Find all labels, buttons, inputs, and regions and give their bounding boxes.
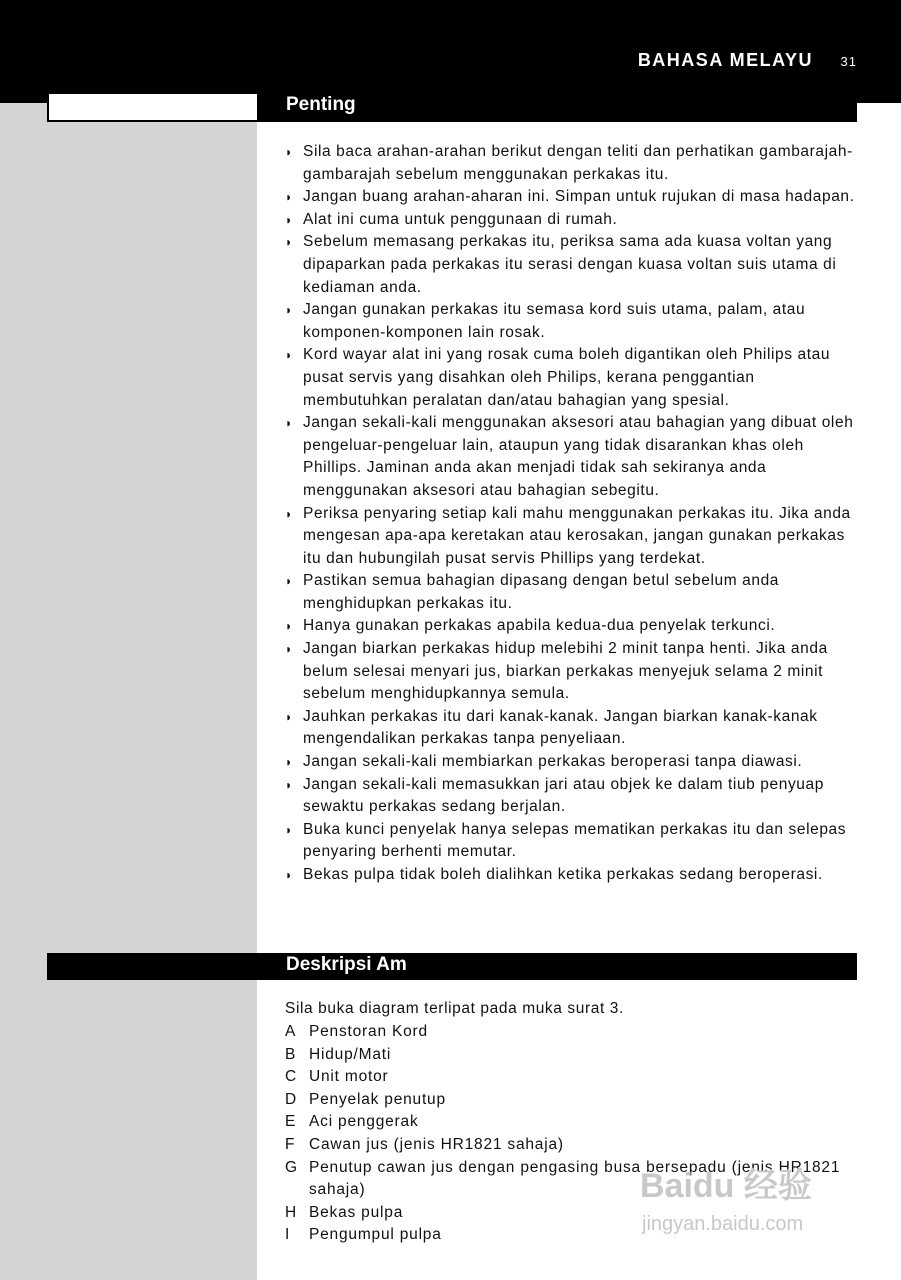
triangle-bullet-icon: ◗: [285, 822, 293, 837]
part-text: Penstoran Kord: [309, 1023, 428, 1040]
list-item: [285, 706, 855, 751]
list-item-text: Jangan buang arahan-aharan ini. Simpan untuk rujukan di masa hadapan.: [303, 188, 855, 206]
watermark-logo: Baidu 经验: [640, 1167, 812, 1205]
list-item-text: Buka kunci penyelak hanya selepas mematikan perkakas itu dan selepas penyaring berhenti memutar.: [303, 820, 847, 861]
list-item: [285, 141, 855, 186]
triangle-bullet-icon: ◗: [285, 212, 293, 227]
part-item: [285, 1044, 860, 1067]
list-item: [285, 231, 855, 299]
list-item: [285, 774, 855, 819]
list-item: [285, 570, 855, 615]
triangle-bullet-icon: ◗: [285, 303, 293, 318]
section-heading-deskripsi: [47, 953, 857, 980]
list-item: [285, 864, 855, 887]
list-item-text: Jauhkan perkakas itu dari kanak-kanak. Jangan biarkan kanak-kanak mengendalikan perkakas tanpa penyeliaan.: [303, 707, 818, 748]
part-text: Pengumpul pulpa: [309, 1226, 442, 1244]
part-letter: G: [285, 1158, 298, 1176]
list-item: [285, 638, 855, 706]
triangle-bullet-icon: ◗: [285, 619, 293, 634]
part-item: [285, 1066, 860, 1089]
triangle-bullet-icon: ◗: [285, 755, 293, 770]
part-letter: F: [285, 1135, 296, 1153]
part-text: Cawan jus (jenis HR1821 sahaja): [309, 1135, 564, 1153]
deskripsi-intro: Sila buka diagram terlipat pada muka surat 3.: [285, 1000, 624, 1017]
list-item-text: Jangan gunakan perkakas itu semasa kord suis utama, palam, atau komponen-komponen lain rosak.: [303, 301, 806, 341]
triangle-bullet-icon: ◗: [285, 416, 293, 431]
triangle-bullet-icon: ◗: [285, 642, 293, 657]
part-letter: D: [285, 1090, 297, 1108]
section-heading-penting: [47, 92, 857, 122]
part-text: Hidup/Mati: [309, 1045, 392, 1063]
part-item: [285, 1021, 860, 1044]
part-letter: A: [285, 1023, 297, 1040]
part-text: Bekas pulpa: [309, 1203, 404, 1221]
list-item-text: Bekas pulpa tidak boleh dialihkan ketika perkakas sedang beroperasi.: [303, 866, 823, 883]
list-item: [285, 412, 855, 502]
triangle-bullet-icon: ◗: [285, 235, 293, 250]
triangle-bullet-icon: ◗: [285, 145, 293, 159]
triangle-bullet-icon: ◗: [285, 348, 293, 363]
part-text: Penyelak penutup: [309, 1090, 446, 1108]
list-item-text: Periksa penyaring setiap kali mahu menggunakan perkakas itu. Jika anda mengesan apa-apa keretakan atau kerosakan, jangan gunakan perkakas itu dan hubungilah pusat servis Phillips yang terdekat.: [303, 504, 851, 567]
list-item: [285, 503, 855, 571]
list-item-text: Jangan sekali-kali memasukkan jari atau objek ke dalam tiub penyuap sewaktu perkakas sedang berjalan.: [303, 775, 824, 816]
part-item: [285, 1111, 860, 1134]
list-item-text: Kord wayar alat ini yang rosak cuma boleh digantikan oleh Philips atau pusat servis yang disahkan oleh Philips, kerana penggantian membutuhkan peralatan dan/atau bahagian yang spesial.: [303, 346, 831, 409]
section-title-penting: Penting: [286, 94, 356, 115]
triangle-bullet-icon: ◗: [285, 574, 293, 589]
list-item-text: Jangan sekali-kali menggunakan aksesori atau bahagian yang dibuat oleh pengeluar-pengeluar lain, ataupun yang tidak disarankan khas oleh Phillips. Jaminan anda akan menjadi tidak sah sekiranya anda menggunakan aksesori atau bahagian sebegitu.: [303, 414, 854, 499]
triangle-bullet-icon: ◗: [285, 777, 293, 792]
list-item: [285, 819, 855, 864]
header-bar: [0, 0, 901, 103]
penting-list: [285, 141, 855, 887]
part-letter: H: [285, 1203, 297, 1221]
part-text: Unit motor: [309, 1068, 389, 1086]
part-letter: C: [285, 1068, 297, 1086]
triangle-bullet-icon: ◗: [285, 190, 293, 205]
part-item: [285, 1089, 860, 1112]
section-title-deskripsi: Deskripsi Am: [286, 954, 407, 975]
list-item-text: Alat ini cuma untuk penggunaan di rumah.: [303, 210, 618, 228]
part-letter: B: [285, 1045, 297, 1063]
list-item: [285, 751, 855, 774]
list-item: [285, 344, 855, 412]
list-item-text: Jangan sekali-kali membiarkan perkakas beroperasi tanpa diawasi.: [303, 753, 803, 771]
triangle-bullet-icon: ◗: [285, 868, 293, 882]
list-item-text: Jangan biarkan perkakas hidup melebihi 2 minit tanpa henti. Jika anda belum selesai menyari jus, biarkan perkakas menyejuk selama 2 minit sebelum menghidupkannya semula.: [303, 640, 828, 703]
page-number: 31: [840, 54, 857, 69]
list-item-text: Pastikan semua bahagian dipasang dengan betul sebelum anda menghidupkan perkakas itu.: [303, 572, 780, 612]
part-item: [285, 1134, 860, 1157]
list-item: [285, 186, 855, 209]
part-letter: I: [285, 1226, 291, 1244]
list-item: [285, 615, 855, 638]
list-item: [285, 209, 855, 232]
list-item: [285, 299, 855, 344]
watermark-url: jingyan.baidu.com: [642, 1213, 804, 1235]
left-margin-column: [0, 103, 257, 1280]
list-item-text: Hanya gunakan perkakas apabila kedua-dua penyelak terkunci.: [303, 617, 776, 635]
part-text: Penutup cawan jus dengan pengasing busa bersepadu (jenis HR1821 sahaja): [309, 1158, 841, 1199]
list-item-text: Sila baca arahan-arahan berikut dengan teliti dan perhatikan gambarajah-gambarajah sebelum menggunakan perkakas itu.: [303, 143, 853, 183]
triangle-bullet-icon: ◗: [285, 506, 293, 521]
part-letter: E: [285, 1113, 297, 1131]
language-label: BAHASA MELAYU: [637, 50, 813, 70]
triangle-bullet-icon: ◗: [285, 709, 293, 724]
part-text: Aci penggerak: [309, 1113, 419, 1131]
list-item-text: Sebelum memasang perkakas itu, periksa sama ada kuasa voltan yang dipaparkan pada perkakas itu serasi dengan kuasa voltan suis utama di kediaman anda.: [303, 233, 837, 296]
